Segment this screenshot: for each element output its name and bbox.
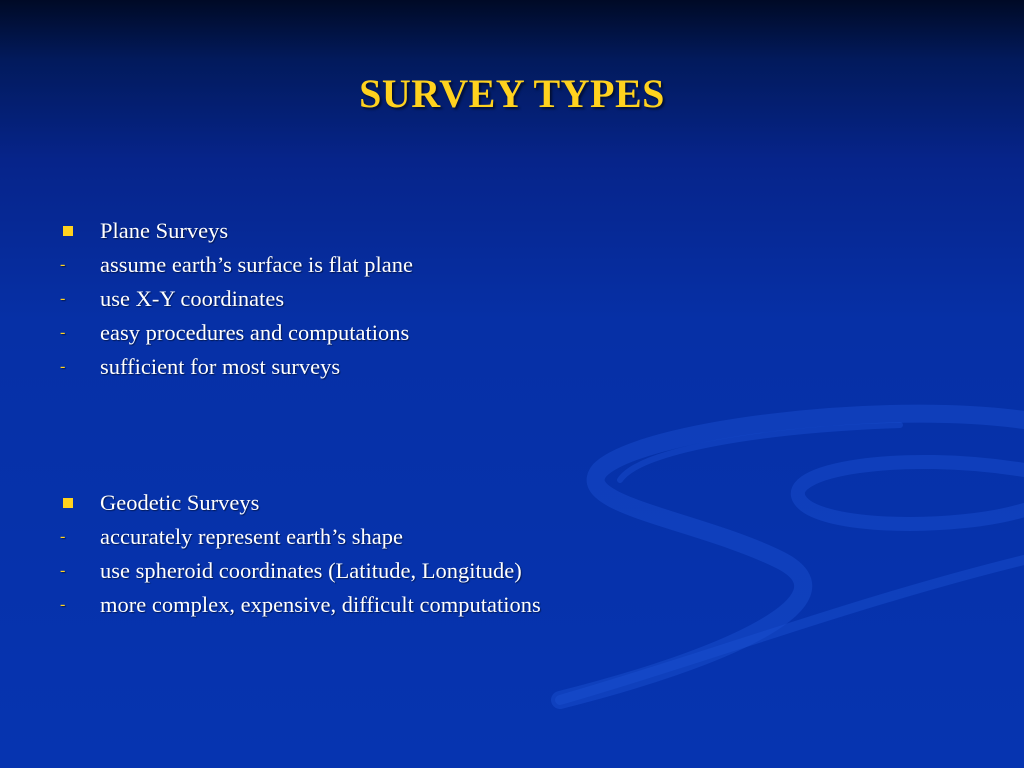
slide-title: SURVEY TYPES (359, 71, 665, 116)
list-item-text: assume earth’s surface is flat plane (100, 252, 414, 277)
list-item-text: sufficient for most surveys (100, 354, 341, 379)
list-item (60, 554, 960, 588)
section-heading: Geodetic Surveys (100, 490, 260, 515)
dash-marker: - (60, 256, 66, 273)
list-item (60, 520, 960, 554)
section-plane-surveys (60, 214, 960, 384)
list-item-text: use X-Y coordinates (100, 286, 285, 311)
section-heading-row (60, 214, 960, 248)
list-item-text: easy procedures and computations (100, 320, 410, 345)
dash-marker: - (60, 596, 66, 613)
list-item-text: more complex, expensive, difficult computations (100, 592, 541, 617)
dash-marker: - (60, 324, 66, 341)
list-item (60, 248, 960, 282)
list-item-text: use spheroid coordinates (Latitude, Longitude) (100, 558, 522, 583)
dash-marker: - (60, 290, 66, 307)
list-item (60, 316, 960, 350)
list-item (60, 282, 960, 316)
dash-marker: - (60, 358, 66, 375)
dash-marker: - (60, 528, 66, 545)
list-item (60, 588, 960, 622)
section-heading-row (60, 486, 960, 520)
section-heading: Plane Surveys (100, 218, 229, 243)
list-item (60, 350, 960, 384)
section-geodetic-surveys (60, 486, 960, 622)
list-item-text: accurately represent earth’s shape (100, 524, 403, 549)
dash-marker: - (60, 562, 66, 579)
